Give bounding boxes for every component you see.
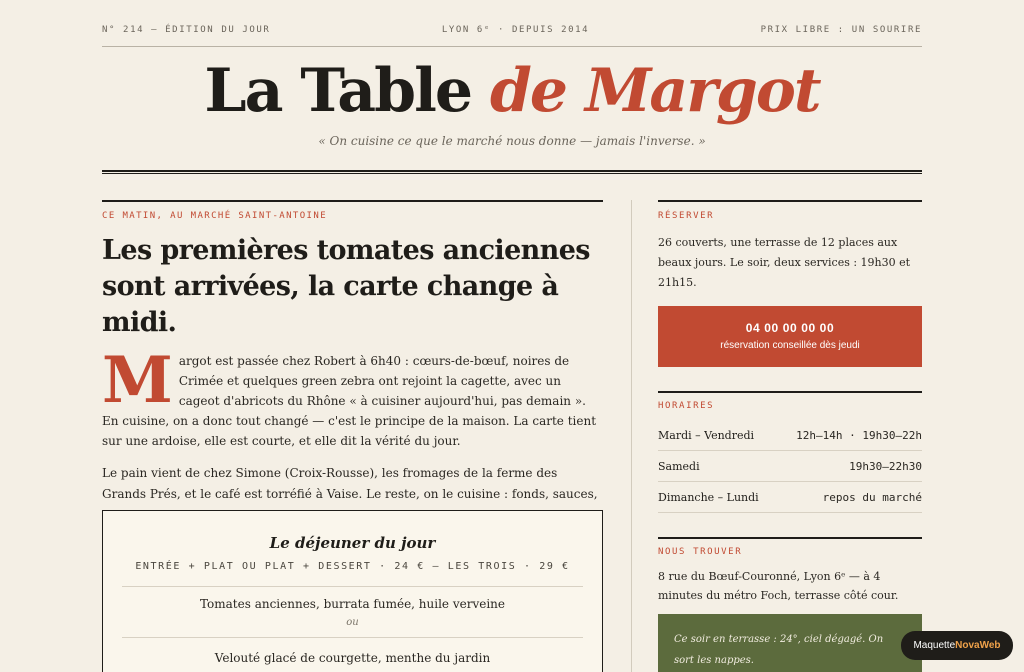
price-label: PRIX LIBRE : UN SOURIRE	[760, 25, 922, 35]
lunch-title: Le déjeuner du jour	[269, 534, 436, 552]
issue-number: N° 214 — ÉDITION DU JOUR	[102, 25, 271, 35]
badge-brand: NovaWeb	[955, 640, 1001, 651]
hours-time: 12h–14h · 19h30–22h	[796, 428, 922, 442]
location-label: LYON 6ᵉ · DEPUIS 2014	[441, 25, 590, 35]
article-headline: Les premières tomates anciennes sont arrivées, la carte change à midi.	[102, 235, 590, 338]
hours-day: Dimanche – Lundi	[658, 490, 759, 504]
article-kicker: CE MATIN, AU MARCHÉ SAINT-ANTOINE	[102, 211, 328, 221]
title-main: La Table	[204, 56, 490, 126]
hours-time: 19h30–22h30	[849, 459, 922, 473]
tagline: « On cuisine ce que le marché nous donne — jamais l'inverse. »	[318, 134, 706, 148]
reserve-label: RÉSERVER	[658, 211, 715, 221]
masthead-top	[102, 0, 922, 47]
weather-note: Ce soir en terrasse : 24°, ciel dégagé. On sort les nappes.	[658, 614, 922, 672]
find-label: NOUS TROUVER	[658, 547, 743, 557]
article-rule	[102, 200, 603, 202]
hours-day: Mardi – Vendredi	[658, 428, 755, 442]
lede-text: argot est passée chez Robert à 6h40 : cœurs-de-bœuf, noires de Crimée et quelques green zebra ont rejoint la cagette, avec un cageot d'abricots du Rhône « à cuisiner aujourd'hui, pas demain ». En cuisine, on a donc tout changé — c'est le principe de la maison. La carte tient sur une ardoise, elle est courte, et elle dit la vérité du jour.	[102, 354, 597, 448]
hours-section	[658, 391, 922, 513]
menu-dish: Velouté glacé de courgette, menthe du jardin	[214, 651, 491, 665]
hours-row	[658, 482, 922, 513]
hours-row	[658, 420, 922, 451]
lunch-menu-card	[102, 510, 603, 672]
hours-label: HORAIRES	[658, 401, 715, 411]
lunch-price: ENTRÉE + PLAT OU PLAT + DESSERT · 24 € — LES TROIS · 29 €	[135, 561, 570, 572]
phone-reservation-button[interactable]	[658, 306, 922, 367]
location-section	[658, 537, 922, 605]
lunch-divider	[122, 637, 583, 638]
sidebar-rule	[658, 391, 922, 393]
phone-number: 04 00 00 00 00	[745, 321, 835, 335]
phone-subtext: réservation conseillée dès jeudi	[720, 340, 860, 351]
menu-or: ou	[346, 617, 359, 628]
hours-time: repos du marché	[822, 490, 922, 504]
column-divider	[631, 200, 632, 672]
hours-row	[658, 451, 922, 482]
article-paragraph: Le pain vient de chez Simone (Croix-Rousse), les fromages de la ferme des Grands Prés, et le café est torréfié à Vaise. Le reste, on le cuisine : fonds, sauces,	[102, 466, 598, 501]
lunch-divider	[122, 586, 583, 587]
sidebar-rule	[658, 200, 922, 202]
main-article	[102, 200, 603, 665]
page	[102, 0, 922, 666]
hours-table	[658, 420, 922, 513]
drop-cap: M	[102, 343, 173, 418]
reserve-text: 26 couverts, une terrasse de 12 places aux beaux jours. Le soir, deux services : 19h30 et 21h15.	[658, 236, 911, 289]
address-text: 8 rue du Bœuf-Couronné, Lyon 6ᵉ — à 4 minutes du métro Foch, terrasse côté cour.	[658, 570, 899, 602]
menu-dish: Tomates anciennes, burrata fumée, huile verveine	[199, 597, 506, 611]
sidebar	[658, 200, 922, 605]
article-lede	[102, 343, 603, 451]
title-accent: de Margot	[489, 56, 820, 126]
site-title[interactable]	[102, 56, 922, 126]
masthead-rule	[102, 170, 922, 174]
builder-badge[interactable]	[901, 631, 1013, 660]
badge-prefix: Maquette	[913, 640, 956, 651]
sidebar-rule	[658, 537, 922, 539]
hours-day: Samedi	[658, 459, 700, 473]
